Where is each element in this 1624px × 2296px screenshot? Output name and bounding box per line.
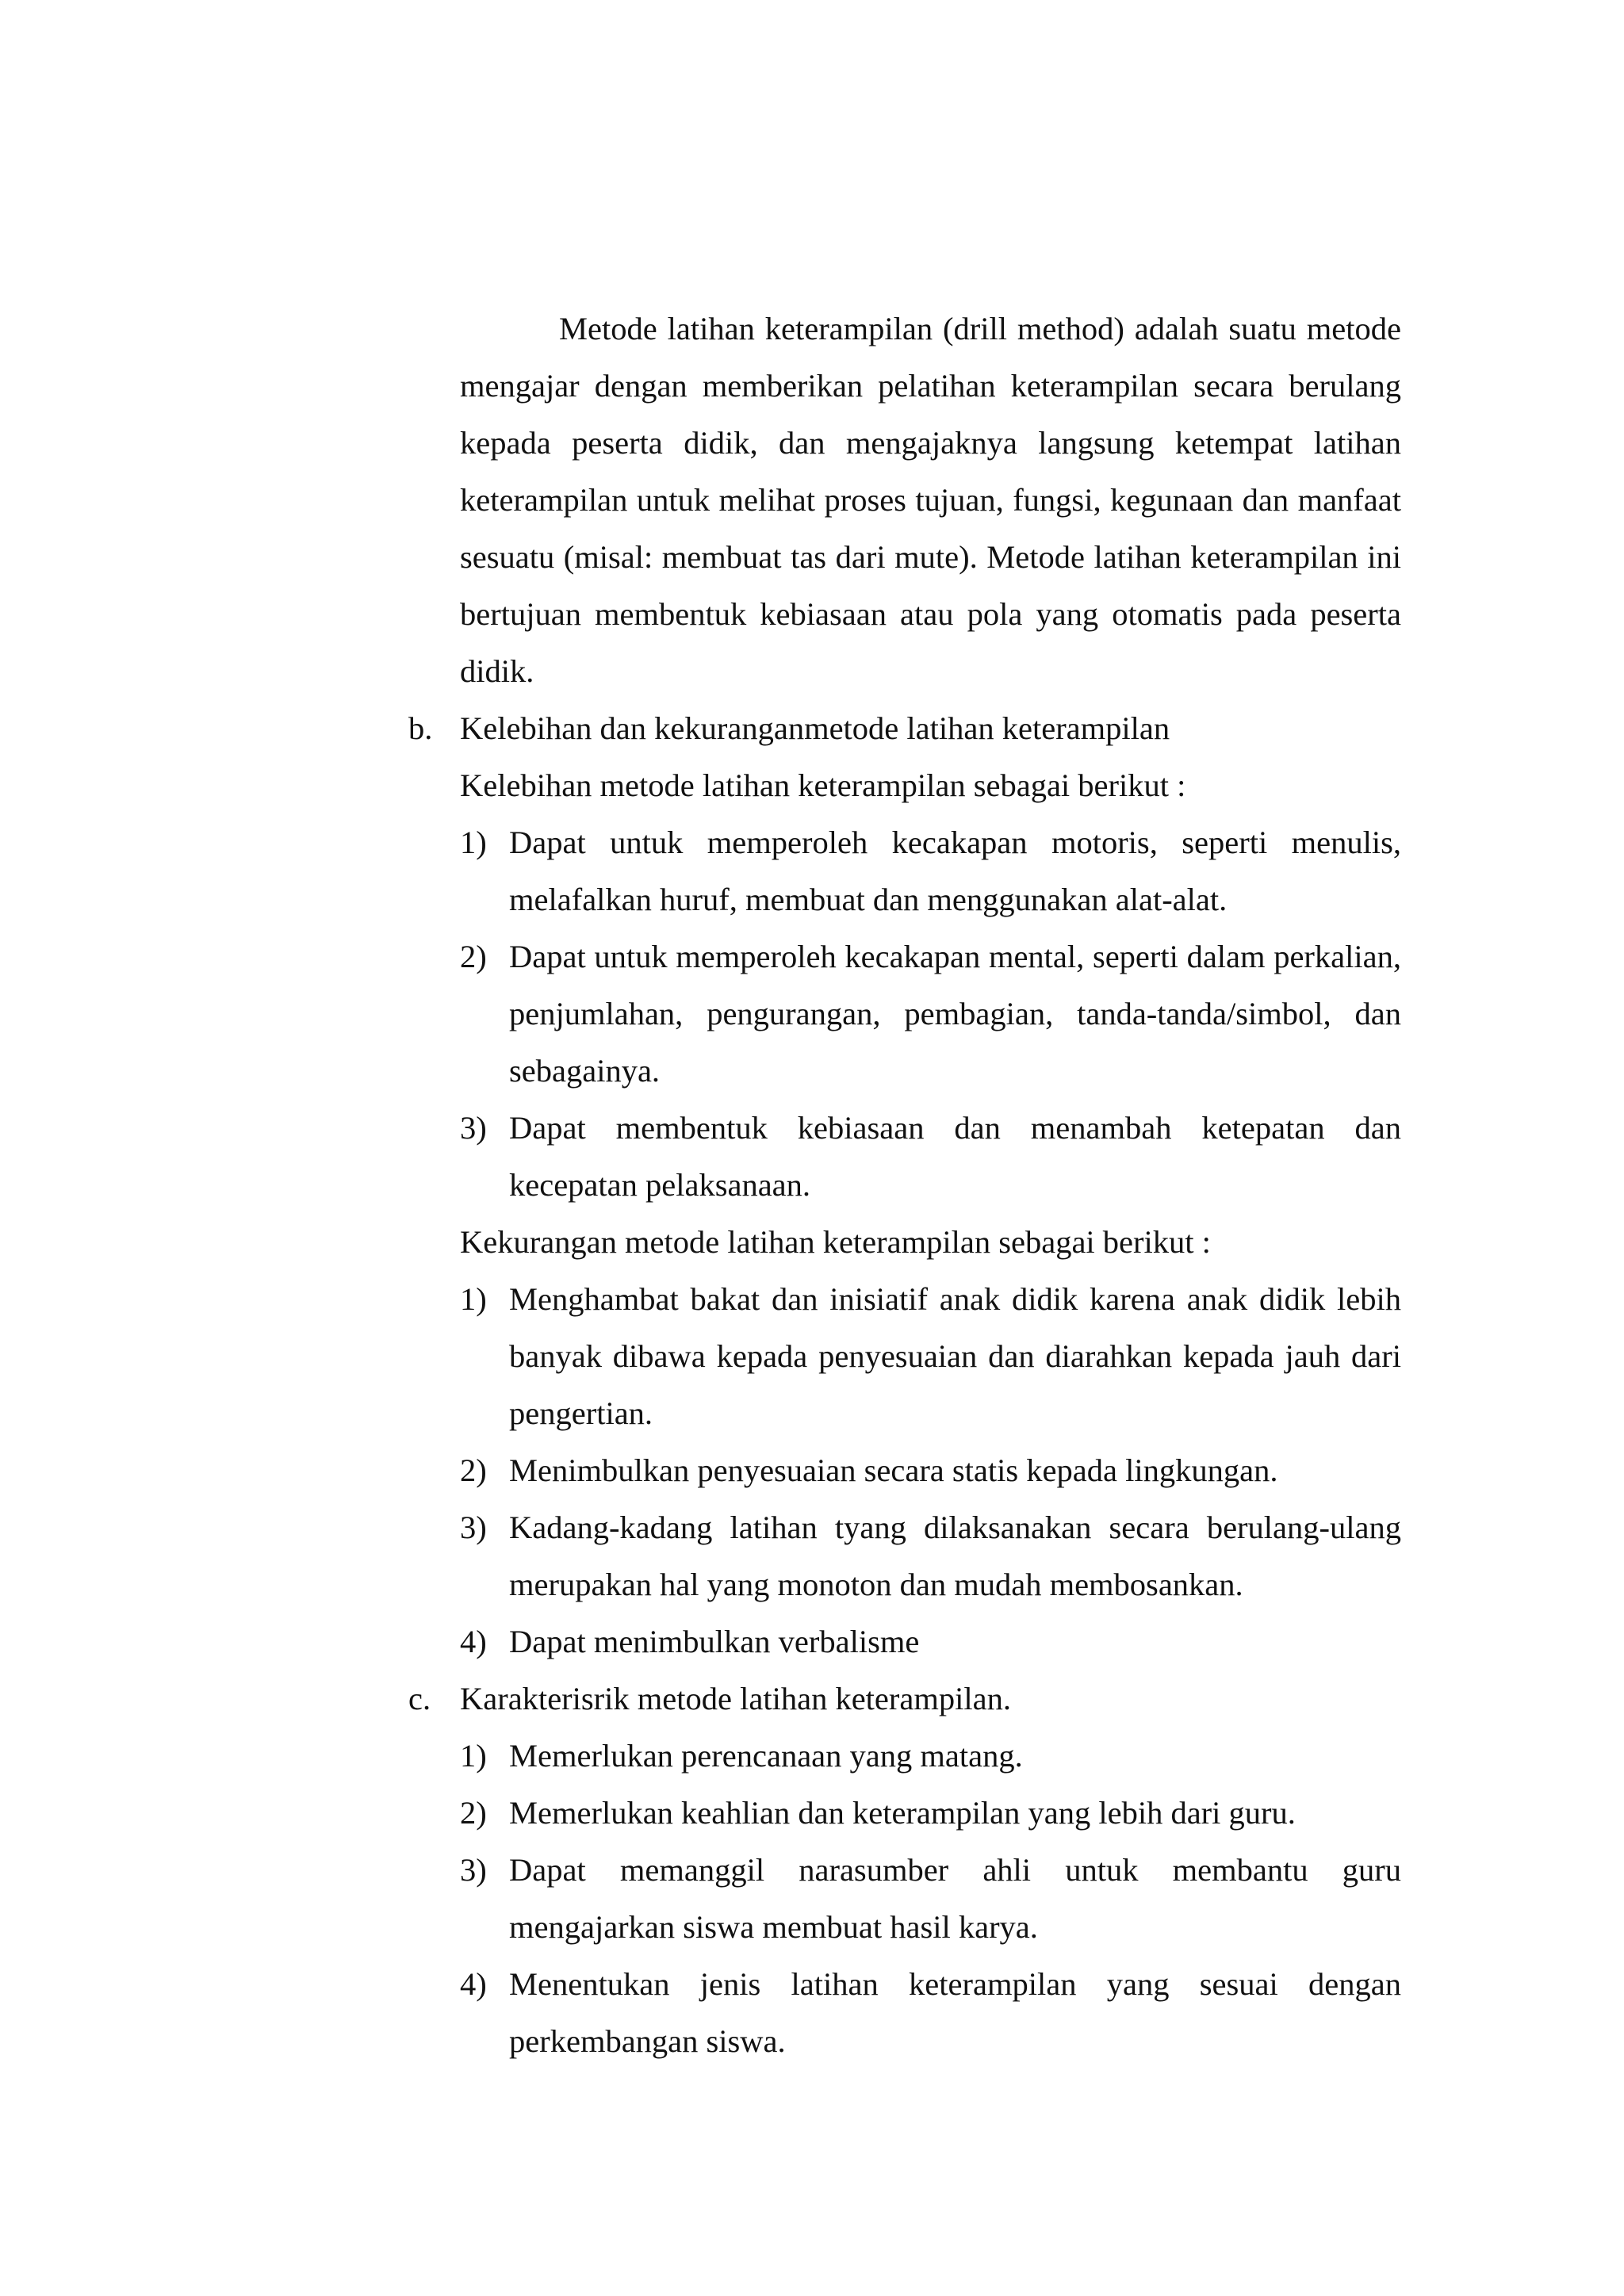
- characteristic-item: [408, 1956, 1401, 2070]
- list-number: 1): [460, 1738, 487, 1774]
- advantage-item: [408, 928, 1401, 1100]
- section-b-marker: b.: [408, 710, 433, 746]
- list-item-text: Dapat untuk memperoleh kecakapan motoris, seperti menulis, melafalkan huruf, membuat dan menggunakan alat-alat.: [509, 825, 1401, 917]
- section-c-marker: c.: [408, 1681, 431, 1716]
- characteristic-item: [408, 1785, 1401, 1842]
- list-item-text: Memerlukan perencanaan yang matang.: [509, 1738, 1023, 1774]
- characteristic-item: [408, 1728, 1401, 1785]
- list-item-text: Menghambat bakat dan inisiatif anak didik karena anak didik lebih banyak dibawa kepada penyesuaian dan diarahkan kepada jauh dari pengertian.: [509, 1281, 1401, 1431]
- section-b-title: Kelebihan dan kekuranganmetode latihan keterampilan: [460, 710, 1170, 746]
- list-number: 3): [460, 1110, 487, 1146]
- section-b-heading: [408, 700, 1401, 757]
- list-number: 3): [460, 1852, 487, 1888]
- disadvantage-item: [408, 1442, 1401, 1499]
- disadvantages-intro: Kekurangan metode latihan keterampilan sebagai berikut :: [460, 1224, 1211, 1260]
- advantages-intro: Kelebihan metode latihan keterampilan sebagai berikut :: [460, 767, 1186, 803]
- list-number: 2): [460, 1452, 487, 1488]
- list-item-text: Dapat menimbulkan verbalisme: [509, 1624, 920, 1659]
- list-item-text: Kadang-kadang latihan tyang dilaksanakan secara berulang-ulang merupakan hal yang monoton dan mudah membosankan.: [509, 1510, 1401, 1602]
- list-number: 4): [460, 1966, 487, 2002]
- list-number: 1): [460, 1281, 487, 1317]
- list-number: 2): [460, 1795, 487, 1831]
- list-number: 4): [460, 1624, 487, 1659]
- advantage-item: [408, 814, 1401, 928]
- characteristic-item: [408, 1842, 1401, 1956]
- list-number: 1): [460, 825, 487, 860]
- section-c-title: Karakterisrik metode latihan keterampilan.: [460, 1681, 1011, 1716]
- list-item-text: Memerlukan keahlian dan keterampilan yang lebih dari guru.: [509, 1795, 1296, 1831]
- list-item-text: Dapat untuk memperoleh kecakapan mental, seperti dalam perkalian, penjumlahan, pengurangan, pembagian, tanda-tanda/simbol, dan sebagainya.: [509, 939, 1401, 1089]
- disadvantage-item: [408, 1613, 1401, 1670]
- page-content: [408, 300, 1401, 2070]
- list-item-text: Dapat membentuk kebiasaan dan menambah ketepatan dan kecepatan pelaksanaan.: [509, 1110, 1401, 1203]
- disadvantage-item: [408, 1499, 1401, 1613]
- section-c-heading: [408, 1670, 1401, 1728]
- list-number: 2): [460, 939, 487, 974]
- list-item-text: Menimbulkan penyesuaian secara statis kepada lingkungan.: [509, 1452, 1278, 1488]
- disadvantage-item: [408, 1271, 1401, 1442]
- list-item-text: Dapat memanggil narasumber ahli untuk membantu guru mengajarkan siswa membuat hasil karya.: [509, 1852, 1401, 1945]
- intro-paragraph: Metode latihan keterampilan (drill method) adalah suatu metode mengajar dengan memberikan pelatihan keterampilan secara berulang kepada peserta didik, dan mengajaknya langsung ketempat latihan keterampilan untuk melihat proses tujuan, fungsi, kegunaan dan manfaat sesuatu (misal: membuat tas dari mute). Metode latihan keterampilan ini bertujuan membentuk kebiasaan atau pola yang otomatis pada peserta didik.: [460, 311, 1401, 689]
- advantage-item: [408, 1100, 1401, 1214]
- list-item-text: Menentukan jenis latihan keterampilan yang sesuai dengan perkembangan siswa.: [509, 1966, 1401, 2059]
- list-number: 3): [460, 1510, 487, 1545]
